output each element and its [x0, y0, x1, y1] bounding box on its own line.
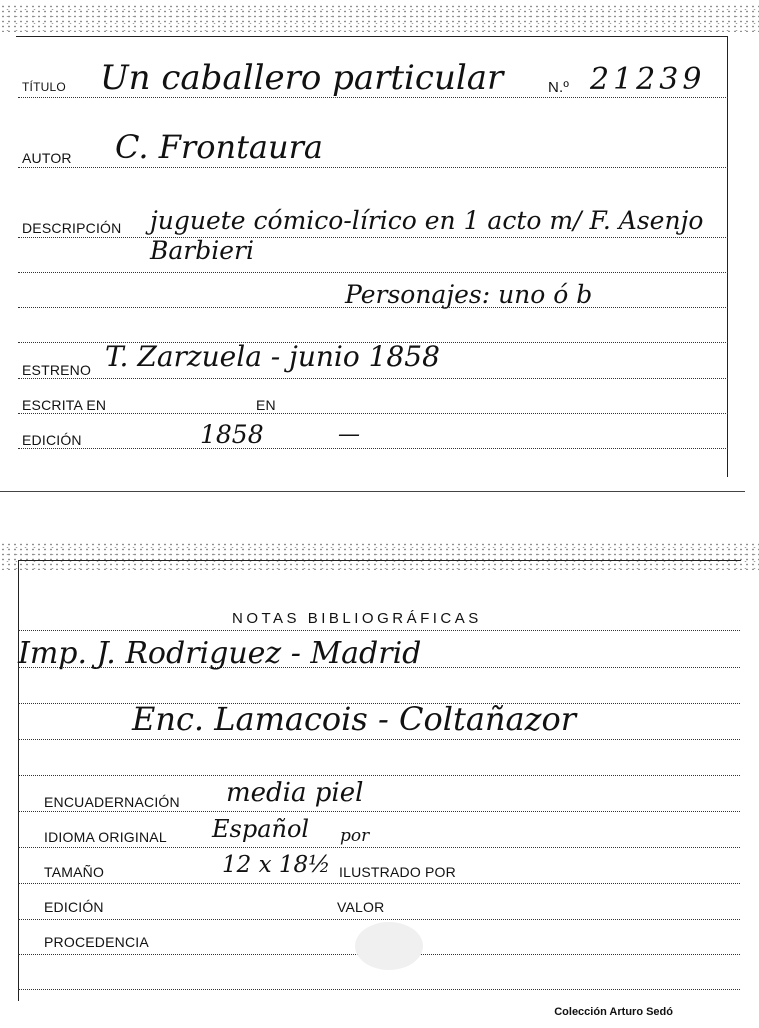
catalog-card-front: [0, 0, 759, 490]
notas-heading: NOTAS BIBLIOGRÁFICAS: [232, 610, 482, 627]
ruled-line: [18, 167, 728, 168]
tamano-value: 12 x 18½: [222, 852, 331, 878]
descripcion-label: DESCRIPCIÓN: [22, 220, 122, 236]
titulo-value: Un caballero particular: [100, 58, 504, 98]
autor-value: C. Frontaura: [115, 128, 323, 166]
personajes-value: Personajes: uno ó b: [345, 280, 593, 309]
autor-label: AUTOR: [22, 150, 72, 166]
nota-imprenta: Imp. J. Rodriguez - Madrid: [18, 636, 422, 671]
ruled-line: [18, 448, 728, 449]
edicion-label-bottom: EDICIÓN: [44, 899, 104, 915]
en-label: EN: [256, 397, 276, 413]
valor-label: VALOR: [337, 899, 385, 915]
escrita-label: ESCRITA EN: [22, 397, 107, 413]
ruled-line: [18, 739, 740, 740]
procedencia-label: PROCEDENCIA: [44, 934, 149, 950]
ruled-line: [18, 775, 740, 776]
ruled-line: [18, 811, 740, 812]
estreno-label: ESTRENO: [22, 362, 92, 378]
ruled-line: [18, 919, 740, 920]
ruled-line: [18, 272, 728, 273]
ruled-line: [18, 883, 740, 884]
nota-encuadernador: Enc. Lamacois - Coltañazor: [132, 700, 577, 738]
ruled-line: [18, 378, 728, 379]
titulo-label: TÍTULO: [22, 80, 66, 94]
tamano-label: TAMAÑO: [44, 864, 105, 880]
edicion-value: 1858: [200, 420, 264, 449]
card-edge-texture: [0, 4, 759, 32]
ruled-line: [18, 847, 740, 848]
numero-label: N.º: [548, 79, 570, 96]
encuadernacion-value: media piel: [226, 778, 364, 808]
erased-stamp: [355, 922, 423, 970]
descripcion-value: juguete cómico-lírico en 1 acto m/ F. Asenjo Barbieri: [150, 206, 704, 265]
ruled-line: [18, 413, 728, 414]
numero-value: 21239: [590, 62, 706, 97]
por-label: por: [340, 826, 370, 846]
ruled-line: [18, 630, 740, 631]
idioma-label: IDIOMA ORIGINAL: [44, 829, 167, 845]
collection-footer: Colección Arturo Sedó: [554, 1006, 673, 1018]
ilustrado-label: ILUSTRADO POR: [339, 864, 456, 880]
ruled-line: [18, 989, 740, 990]
idioma-value: Español: [212, 815, 310, 843]
encuadernacion-label: ENCUADERNACIÓN: [44, 794, 180, 810]
card-divider: [0, 491, 745, 492]
estreno-value: T. Zarzuela - junio 1858: [105, 340, 440, 373]
edicion-dash: —: [338, 422, 360, 447]
edicion-label: EDICIÓN: [22, 432, 82, 448]
